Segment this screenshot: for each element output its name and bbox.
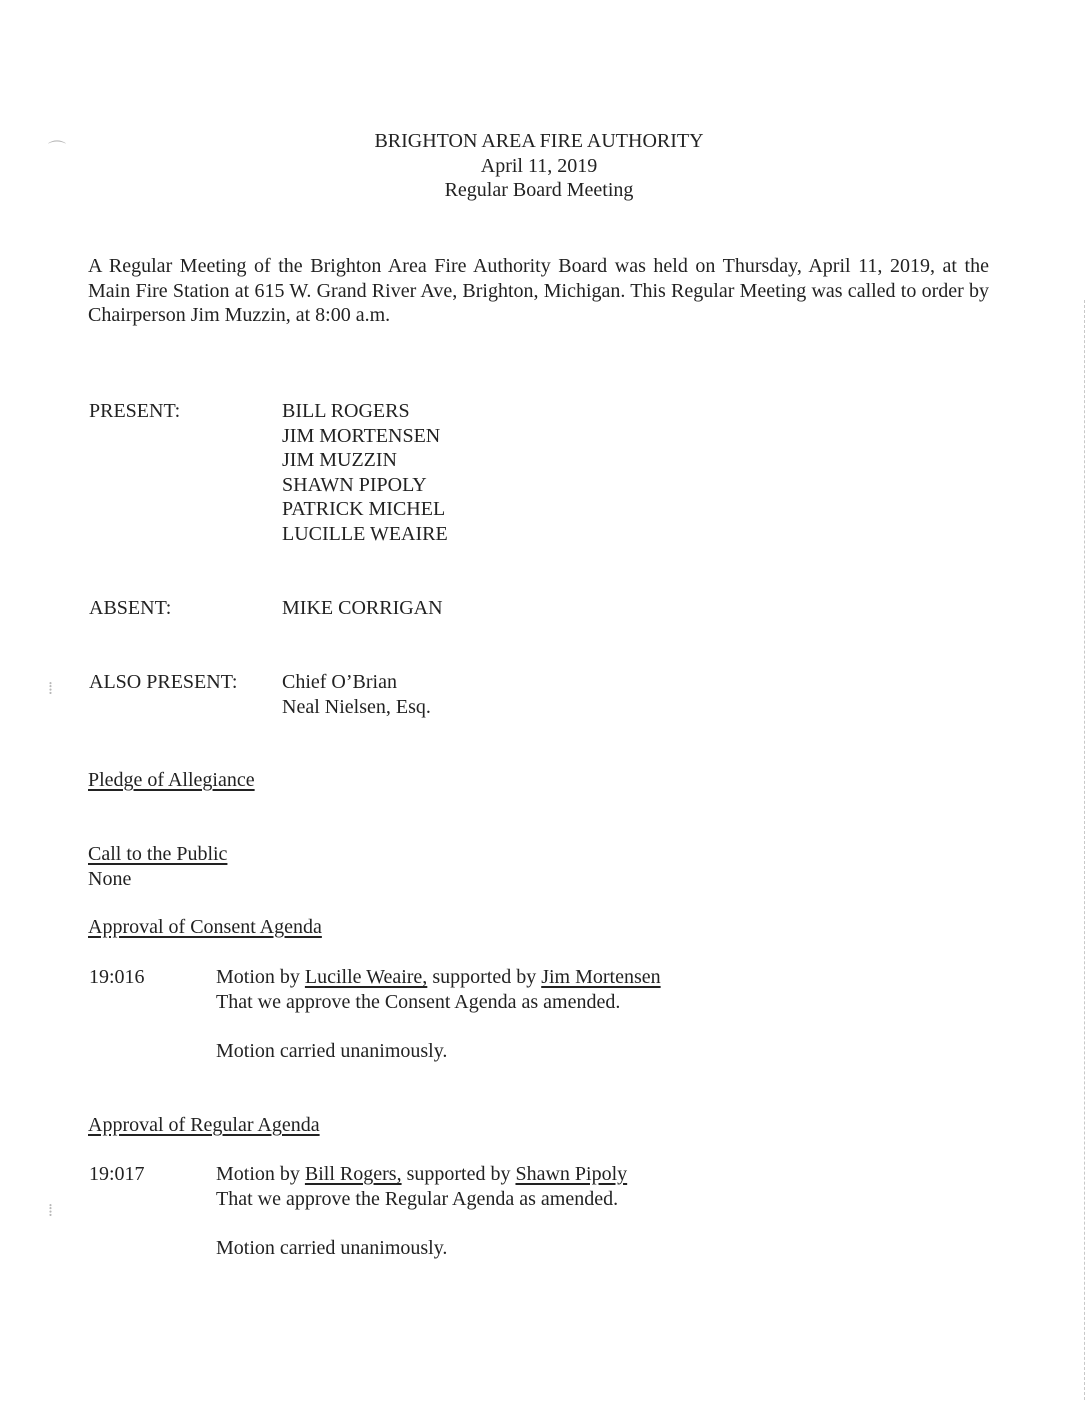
present-member: SHAWN PIPOLY [282,473,427,496]
also-present-person: Neal Nielsen, Esq. [282,695,431,718]
scan-mark-bottom: ⁞ [48,1200,54,1220]
scan-mark-top: ⌒ [48,140,66,160]
absent-label: ABSENT: [89,597,172,619]
meeting-type: Regular Board Meeting [444,179,634,201]
motion-number: 19:017 [89,1163,145,1185]
intro-paragraph: A Regular Meeting of the Brighton Area Fire Authority Board was held on Thursday, April 11, 2019, at the Main Fire Station at 615 W. Grand River Ave, Brighton, Michigan. This Regular Meeting was called to order by Chairperson Jim Muzzin, at 8:00 a.m. [88,255,989,326]
heading-call-to-public: Call to the Public [88,843,228,865]
motion-middle: supported by [427,966,542,988]
motion-prefix: Motion by [216,1163,305,1185]
scan-mark-middle: ⁞ [48,678,54,698]
motion-middle: supported by [401,1163,516,1185]
meeting-date: April 11, 2019 [480,154,598,177]
present-label: PRESENT: [89,400,181,422]
motion-number: 19:016 [89,966,145,988]
motion-line [216,965,661,990]
motion-result: Motion carried unanimously. [216,1236,448,1259]
motion-supporter: Jim Mortensen [541,966,661,988]
absent-list [282,596,443,621]
motion-block [216,965,661,1063]
present-member: JIM MORTENSEN [282,424,441,447]
present-member: PATRICK MICHEL [282,498,446,520]
present-member: JIM MUZZIN [282,449,397,471]
also-present-list [282,670,431,719]
heading-consent-agenda: Approval of Consent Agenda [88,916,322,938]
call-to-public-text: None [88,868,132,890]
motion-text: That we approve the Regular Agenda as amended. [216,1187,619,1210]
absent-member: MIKE CORRIGAN [282,597,443,619]
present-member: BILL ROGERS [282,400,410,422]
motion-line [216,1162,627,1187]
motion-result: Motion carried unanimously. [216,1039,448,1062]
motion-block [216,1162,627,1260]
organization-title: BRIGHTON AREA FIRE AUTHORITY [374,130,704,152]
document-header [0,129,1078,203]
scan-edge-line [1084,300,1085,1400]
motion-text: That we approve the Consent Agenda as amended. [216,990,621,1013]
motion-supporter: Shawn Pipoly [515,1163,628,1185]
motion-mover: Bill Rogers, [304,1163,402,1185]
motion-prefix: Motion by [216,966,305,988]
also-present-label: ALSO PRESENT: [89,671,238,693]
heading-regular-agenda: Approval of Regular Agenda [88,1114,320,1136]
present-member: LUCILLE WEAIRE [282,522,448,545]
present-list [282,399,448,546]
motion-mover: Lucille Weaire, [304,966,428,988]
also-present-person: Chief O’Brian [282,671,397,693]
heading-pledge: Pledge of Allegiance [88,769,255,791]
